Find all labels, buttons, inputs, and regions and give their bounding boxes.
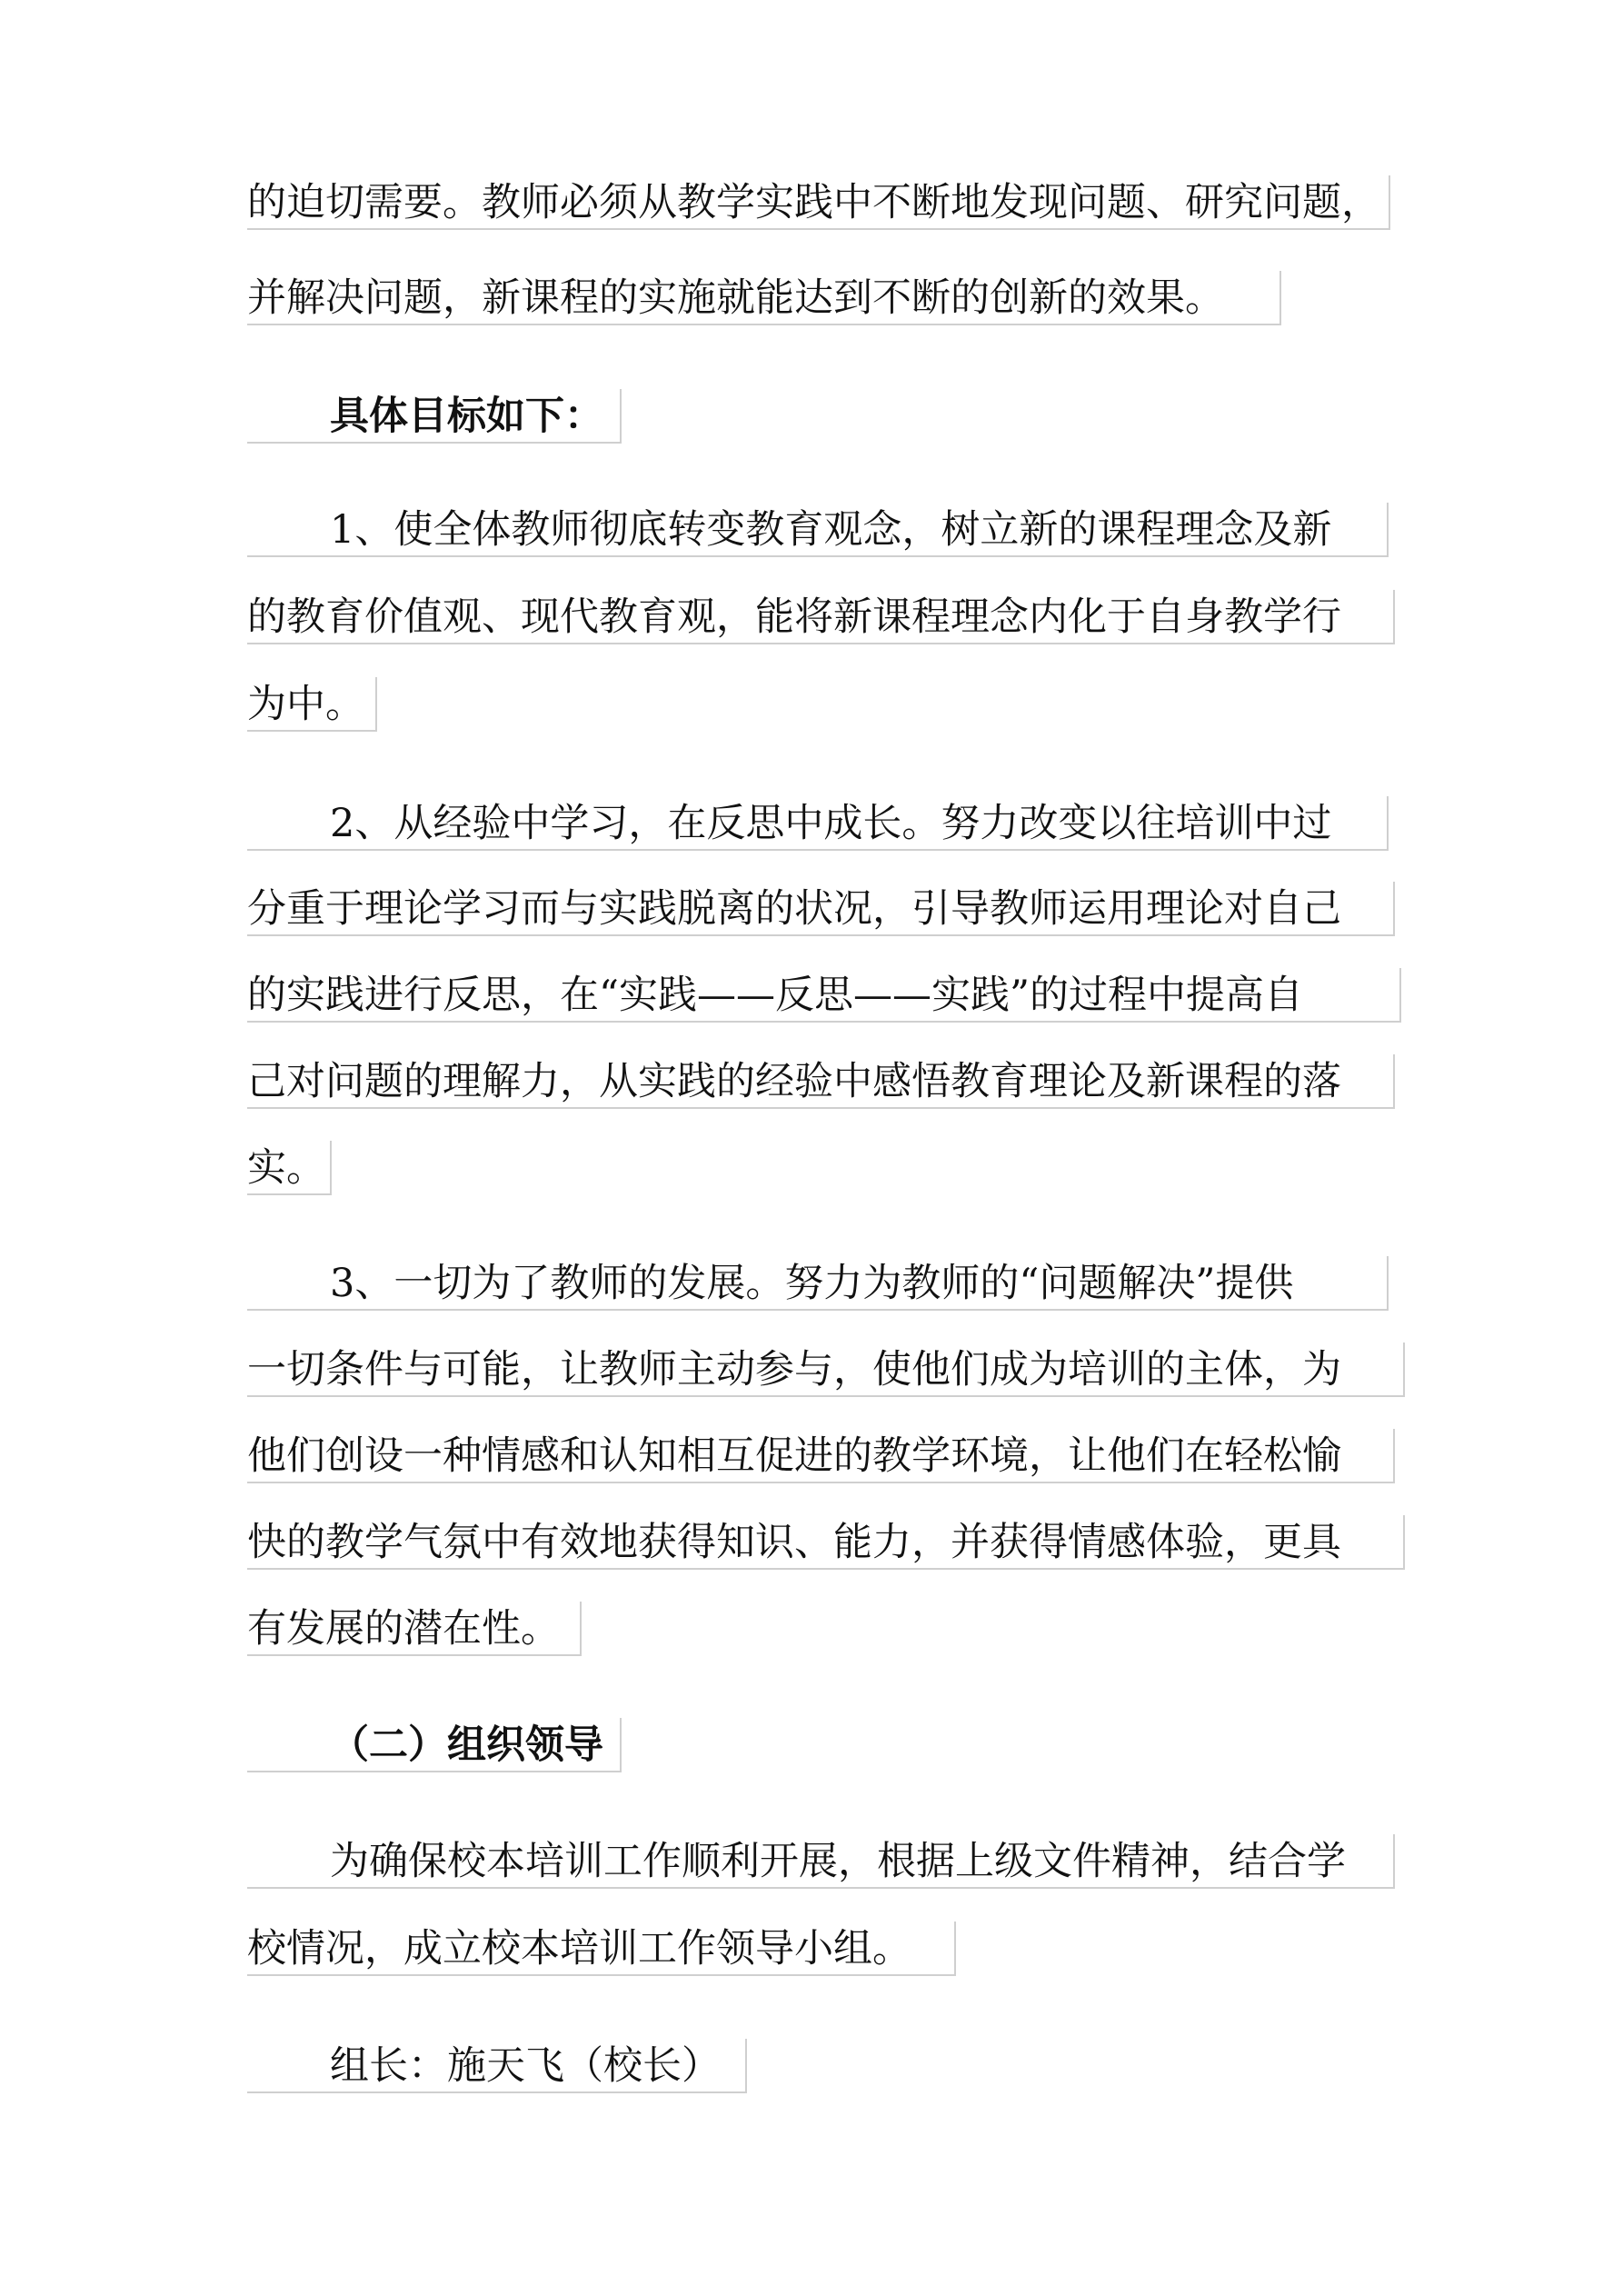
paragraph-line: 一切条件与可能，让教师主动参与，使他们成为培训的主体，为 (247, 1343, 1405, 1397)
paragraph-line: 的迫切需要。教师必须从教学实践中不断地发现问题、研究问题， (247, 175, 1390, 230)
paragraph-line: 2、从经验中学习，在反思中成长。努力改变以往培训中过 (247, 796, 1389, 851)
paragraph-line: 组长：施天飞（校长） (247, 2039, 747, 2093)
paragraph-line: 的实践进行反思，在“实践——反思——实践”的过程中提高自 (247, 968, 1401, 1023)
paragraph-line: 为确保校本培训工作顺利开展，根据上级文件精神，结合学 (247, 1834, 1395, 1889)
paragraph-line: 己对问题的理解力，从实践的经验中感悟教育理论及新课程的落 (247, 1054, 1395, 1109)
paragraph-line: 他们创设一种情感和认知相互促进的教学环境，让他们在轻松愉 (247, 1429, 1395, 1483)
paragraph-line: 实。 (247, 1141, 332, 1195)
paragraph-line: 为中。 (247, 677, 377, 732)
paragraph-line: 有发展的潜在性。 (247, 1602, 582, 1656)
paragraph-line: 1、使全体教师彻底转变教育观念，树立新的课程理念及新 (247, 503, 1389, 557)
paragraph-line: 校情况，成立校本培训工作领导小组。 (247, 1922, 956, 1976)
paragraph-line: 3、一切为了教师的发展。努力为教师的“问题解决”提供 (247, 1256, 1389, 1311)
paragraph-line: 快的教学气氛中有效地获得知识、能力，并获得情感体验，更具 (247, 1515, 1405, 1570)
section-heading: （二）组织领导 (247, 1718, 622, 1772)
paragraph-line: 并解决问题，新课程的实施就能达到不断的创新的效果。 (247, 271, 1281, 325)
section-heading: 具体目标如下： (247, 389, 622, 444)
paragraph-line: 的教育价值观、现代教育观，能将新课程理念内化于自身教学行 (247, 590, 1395, 644)
paragraph-line: 分重于理论学习而与实践脱离的状况，引导教师运用理论对自己 (247, 882, 1395, 936)
